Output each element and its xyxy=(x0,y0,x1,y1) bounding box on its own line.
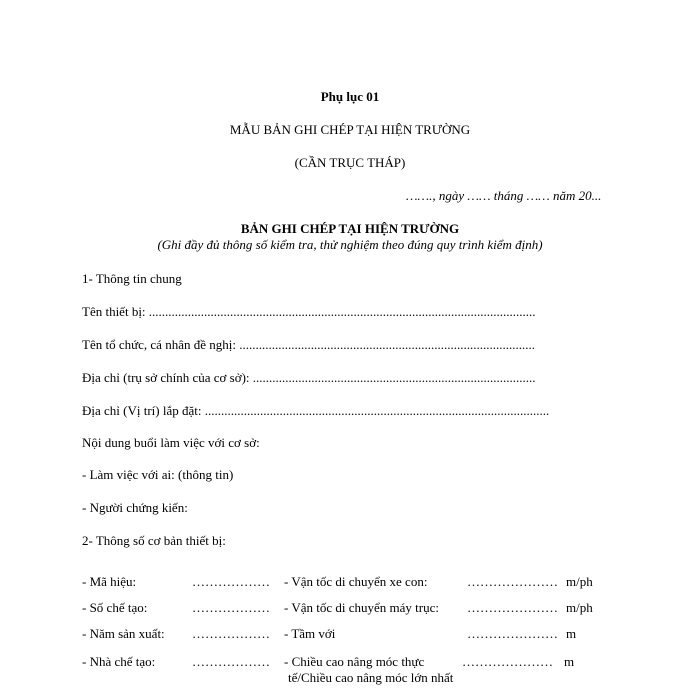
spec-left-label: - Số chế tạo: xyxy=(82,600,148,615)
spec-left-label: - Mã hiệu: xyxy=(82,574,137,589)
spec-unit: m xyxy=(564,654,575,669)
spec-right-label: - Vận tốc di chuyển máy trục: xyxy=(284,600,439,615)
spec-unit: m/ph xyxy=(566,574,593,589)
work-content-label: Nội dung buổi làm việc với cơ sở: xyxy=(82,435,260,450)
spec-left-label: - Năm sản xuất: xyxy=(82,626,165,641)
section1-heading: 1- Thông tin chung xyxy=(82,271,182,286)
spec-right-value: ………………… xyxy=(467,600,558,615)
spec-left-value: ……………… xyxy=(192,654,270,669)
field-equipment-name: Tên thiết bị: ....................................................................................................................... xyxy=(82,304,536,319)
appendix-label: Phụ lục 01 xyxy=(320,89,380,104)
field-organization: Tên tổ chức, cá nhân đề nghị: ........................................................................................... xyxy=(82,337,535,352)
spec-right-value: ………………… xyxy=(467,574,558,589)
field-head-office-address: Địa chỉ (trụ sở chính của cơ sở): ....................................................................................... xyxy=(82,370,536,385)
spec-unit: m xyxy=(566,626,577,641)
work-with-label: - Làm việc với ai: (thông tin) xyxy=(82,467,234,482)
section2-heading: 2- Thông số cơ bản thiết bị: xyxy=(82,533,226,548)
record-title: BẢN GHI CHÉP TẠI HIỆN TRƯỜNG xyxy=(240,221,460,236)
spec-right-value: ………………… xyxy=(467,626,558,641)
form-title: MẪU BẢN GHI CHÉP TẠI HIỆN TRƯỜNG xyxy=(229,122,471,137)
spec-right-label: - Vận tốc di chuyển xe con: xyxy=(284,574,428,589)
field-install-location: Địa chỉ (Vị trí) lắp đặt: .......................................................................................................... xyxy=(82,403,550,418)
spec-left-value: ……………… xyxy=(192,626,270,641)
spec-right-label: - Tầm với xyxy=(284,626,336,641)
spec-unit: m/ph xyxy=(566,600,593,615)
spec-left-value: ……………… xyxy=(192,574,270,589)
spec-right-value: ………………… xyxy=(462,654,553,669)
date-line: ……., ngày …… tháng …… năm 20... xyxy=(406,188,602,203)
witness-label: - Người chứng kiến: xyxy=(82,500,188,515)
spec-right-label: - Chiều cao nâng móc thực xyxy=(284,654,425,669)
spec-left-value: ……………… xyxy=(192,600,270,615)
spec-right-label-continued: tế/Chiều cao nâng móc lớn nhất xyxy=(288,670,454,685)
spec-left-label: - Nhà chế tạo: xyxy=(82,654,156,669)
equipment-type: (CẦN TRỤC THÁP) xyxy=(294,155,406,170)
record-subtitle: (Ghi đầy đủ thông số kiểm tra, thử nghiệm theo đúng quy trình kiểm định) xyxy=(157,237,543,252)
